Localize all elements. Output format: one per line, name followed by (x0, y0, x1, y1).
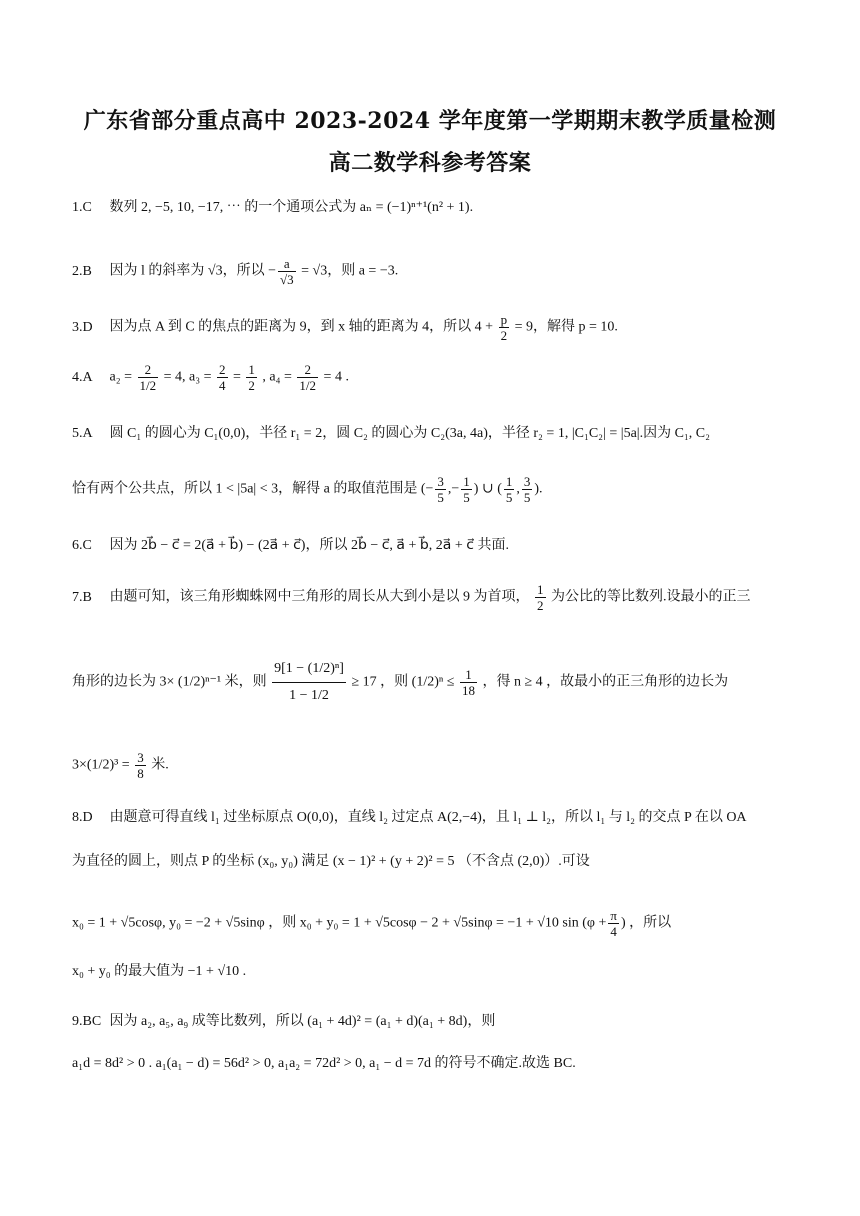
fraction: $\frac{\text{9[1 − (1/2)ⁿ]}}{1 - 1/2}$ (272, 656, 346, 709)
answer-5-line-1 (72, 424, 802, 444)
answer-text: 因为 2b⃗ − c⃗ = 2(a⃗ + b⃗) − (2a⃗ + c⃗)，所以 2b⃗ − c⃗, a⃗ + b⃗, 2a⃗ + c⃗ 共面. (109, 538, 509, 553)
answer-text: = √3，则 a = −3. (301, 263, 399, 279)
formula-part: a₂ = (109, 369, 132, 385)
paren: ). (534, 481, 543, 497)
answer-text: a₁d = 8d² > 0 . a₁(a₁ − d) = 56d² > 0, a₁a₂ = 72d² > 0, a₁ − d = 7d 的符号不确定.故选 BC. (72, 1056, 576, 1071)
page-subtitle: 高二数学科参考答案 (328, 150, 532, 176)
answer-number: 5.A (72, 426, 93, 441)
page-title: 广东省部分重点高中 2023-2024 学年度第一学期期末教学质量检测 (83, 108, 777, 134)
answer-text: ≤ (446, 674, 455, 690)
answer-text: ，所以 (629, 915, 672, 931)
answer-number: 9.BC (72, 1014, 102, 1029)
answer-8-line-3 (72, 908, 802, 939)
fraction: $\frac{3}{8}$ (137, 750, 144, 781)
answer-2 (72, 256, 802, 287)
minus-sign: − (268, 263, 276, 279)
fraction: $\frac{p}{2}$ (500, 312, 508, 343)
answer-text: 因为 l 的斜率为 √3，所以 (109, 263, 265, 279)
answer-9-line-1 (72, 1012, 802, 1032)
answer-8-line-1 (72, 808, 802, 828)
answer-text: = 9，解得 p = 10. (514, 319, 618, 335)
fraction: $\frac{1}{2}$ (248, 362, 255, 393)
answer-text: 由题可知，该三角形蜘蛛网中三角形的周长从大到小是以 9 为首项， (109, 589, 530, 605)
answer-4 (72, 362, 802, 393)
formula-part: , a₄ = (262, 369, 292, 385)
answer-7-line-2 (72, 656, 802, 709)
answer-text: 米. (151, 757, 169, 773)
formula: aₙ = (−1)ⁿ⁺¹(n² + 1). (359, 200, 474, 215)
paren: ) (620, 915, 626, 931)
answer-text: 因为点 A 到 C 的焦点的距离为 9，到 x 轴的距离为 4，所以 4 + (109, 319, 494, 335)
paren: (φ + (582, 915, 607, 931)
fraction: $\frac{a}{√3}$ (279, 256, 294, 287)
power-expression: (1/2)ⁿ⁻¹ (177, 674, 222, 690)
answer-text: 角形的边长为 3× (72, 674, 175, 690)
fraction: $\frac{3}{5}$ (523, 474, 531, 505)
union: ) ∪ ( (473, 481, 502, 497)
power-expression: (1/2)ⁿ (411, 674, 444, 690)
answer-7-line-3 (72, 750, 802, 781)
answer-number: 2.B (72, 263, 92, 279)
formula-part: = 4 . (323, 369, 349, 385)
answer-text: 由题意可得直线 l₁ 过坐标原点 O(0,0)，直线 l₂ 过定点 A(2,−4)，且 l₁ ⊥ l₂，所以 l₁ 与 l₂ 的交点 P 在以 OA (109, 810, 747, 825)
answer-number: 4.A (72, 369, 93, 385)
fraction: $\frac{1}{18}$ (461, 667, 475, 698)
fraction: $\frac{3}{5}$ (437, 474, 444, 505)
answer-text: ，得 n ≥ 4 ，故最小的正三角形的边长为 (482, 674, 729, 690)
answer-9-line-2 (72, 1054, 802, 1074)
answer-6 (72, 536, 802, 556)
fraction: $\frac{1}{5}$ (463, 474, 470, 505)
formula-part: = 4, a₃ = (163, 369, 212, 385)
formula-part: = (233, 369, 241, 385)
fraction: $\frac{1}{2}$ (537, 582, 544, 613)
answer-7-line-1 (72, 582, 802, 613)
answer-text: x₀ + y₀ 的最大值为 −1 + √10 . (72, 964, 247, 979)
answer-text: 为直径的圆上，则点 P 的坐标 (x₀, y₀) 满足 (x − 1)² + (y + 2)² = 5 （不含点 (2,0)）.可设 (72, 854, 590, 869)
answer-number: 3.D (72, 319, 93, 335)
answer-5-line-2: 恰有两个公共点，所以 1 < |5a| < 3，解得 a 的取值范围是 (− $\frac{3}{5}$ ,− $\frac{1}{5}$ ) ∪ ( $\frac{1}{5}$ , $\frac{3}{5}$ ). (72, 474, 543, 505)
answer-text: x₀ = 1 + √5cosφ, y₀ = −2 + √5sinφ ，则 x₀ + y₀ = 1 + √5cosφ − 2 + √5sinφ = −1 + √10 sin (72, 915, 579, 931)
answer-8-line-2 (72, 852, 802, 872)
fraction: $\frac{1}{5}$ (505, 474, 513, 505)
answer-number: 6.C (72, 538, 92, 553)
answer-number: 7.B (72, 589, 92, 605)
answer-text: 因为 a₂, a₅, a₉ 成等比数列，所以 (a₁ + 4d)² = (a₁ + d)(a₁ + 8d)，则 (109, 1014, 496, 1029)
answer-text: 恰有两个公共点，所以 1 < |5a| < 3，解得 a 的取值范围是 (72, 481, 418, 497)
fraction: $\frac{2}{1/2}$ (299, 362, 317, 393)
answer-text: 为公比的等比数列.设最小的正三 (551, 589, 751, 605)
answer-number: 1.C (72, 200, 92, 215)
answer-text: 圆 C₁ 的圆心为 C₁(0,0)，半径 r₁ = 2，圆 C₂ 的圆心为 C₂(3a, 4a)，半径 r₂ = 1, |C₁C₂| = |5a|.因为 C₁, C₂ (109, 426, 711, 441)
fraction: $\frac{\pi}{4}$ (610, 908, 617, 939)
fraction: $\frac{2}{4}$ (219, 362, 226, 393)
answer-text: ≥ 17 ，则 (351, 674, 409, 690)
answer-8-line-4 (72, 962, 802, 982)
answer-text: 数列 2, −5, 10, −17, ⋯ 的一个通项公式为 (109, 200, 357, 215)
answer-number: 8.D (72, 810, 93, 825)
answer-1 (72, 198, 802, 218)
power-expression: 3×(1/2)³ = (72, 757, 130, 773)
paren: (− (420, 481, 434, 497)
answer-text: 米，则 (224, 674, 267, 690)
answer-3 (72, 312, 802, 343)
fraction: $\frac{2}{1/2}$ (139, 362, 157, 393)
